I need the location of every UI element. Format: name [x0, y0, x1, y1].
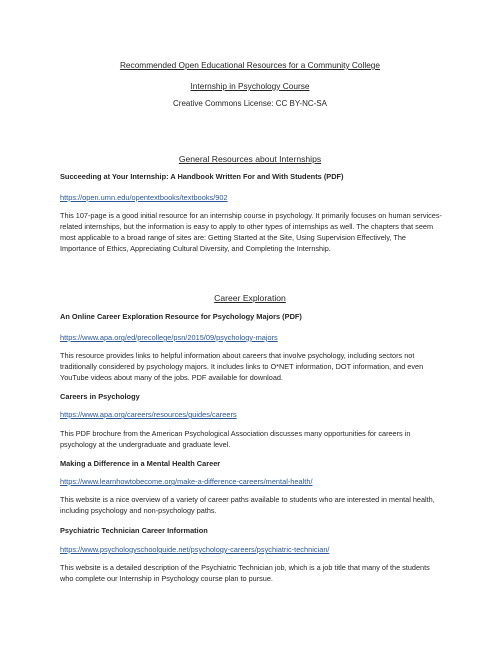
resource-title: Careers in Psychology	[60, 392, 140, 401]
section-heading-general-resources: General Resources about Internships	[178, 154, 322, 164]
resource-description: This 107-page is a good initial resource for an internship course in psychology. It primarily focuses on human services-related internships, but the information is easy to apply to other types of internships as well. The chapters that seem most applicable to a broad range of sites are: Getting Started at the Site, Using Supervision Effectively, The Importance of Ethics, Appreciating Cultural Diversity, and Completing the Internship.	[60, 211, 442, 253]
resource-description: This PDF brochure from the American Psychological Association discusses many opportunities for careers in psychology at the undergraduate and graduate level.	[60, 429, 411, 449]
resource-description: This website is a nice overview of a variety of career paths available to students who are interested in mental health, including psychology and non-psychology paths.	[60, 495, 435, 515]
resource-link[interactable]: https://www.apa.org/ed/precollege/psn/2015/09/psychology-majors	[60, 333, 278, 342]
resource-link[interactable]: https://open.umn.edu/opentextbooks/textbooks/902	[60, 193, 228, 202]
resource-link[interactable]: https://www.apa.org/careers/resources/guides/careers	[60, 410, 237, 419]
section-heading-career-exploration: Career Exploration	[214, 293, 286, 303]
resource-description: This website is a detailed description of the Psychiatric Technician job, which is a job title that many of the students who complete our Internship in Psychology course plan to pursue.	[60, 563, 430, 583]
resource-title: Psychiatric Technician Career Information	[60, 526, 208, 535]
resource-title: Succeeding at Your Internship: A Handbook Written For and With Students (PDF)	[60, 172, 344, 181]
resource-link[interactable]: https://www.learnhowtobecome.org/make-a-difference-careers/mental-health/	[60, 477, 313, 486]
resource-title: An Online Career Exploration Resource for Psychology Majors (PDF)	[60, 312, 302, 321]
resource-description: This resource provides links to helpful information about careers that involve psychology, including sectors not traditionally considered by psychology majors. It includes links to O*NET information, DOT information, and even YouTube videos about many of the jobs. PDF available for download.	[60, 351, 424, 382]
resource-title: Making a Difference in a Mental Health Career	[60, 459, 221, 468]
document-title-line-2: Internship in Psychology Course	[190, 81, 310, 91]
license-text: Creative Commons License: CC BY-NC-SA	[173, 99, 327, 108]
document-title-line-1: Recommended Open Educational Resources for a Community College	[119, 60, 381, 70]
resource-link[interactable]: https://www.psychologyschoolguide.net/psychology-careers/psychiatric-technician/	[60, 545, 330, 554]
